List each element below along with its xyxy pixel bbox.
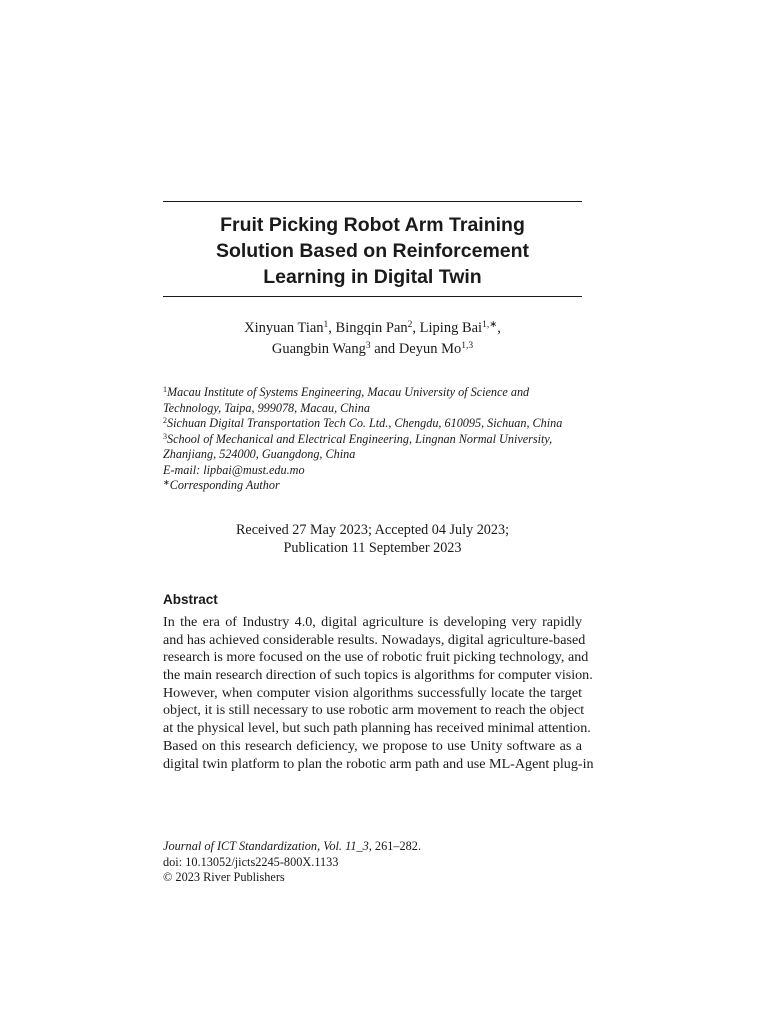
author-name: Xinyuan Tian [244,320,324,336]
author-line [163,318,582,339]
affiliation-text: School of Mechanical and Electrical Engineering, Lingnan Normal University, [167,431,553,446]
affiliation-text: Zhanjiang, 524000, Guangdong, China [163,447,356,461]
dates-line: Publication 11 September 2023 [283,539,462,556]
author-name: Bingqin Pan [335,320,408,336]
affiliation-text: Sichuan Digital Transportation Tech Co. Ltd., Chengdu, 610095, Sichuan, China [167,416,563,430]
affiliation-mark: 2 [163,416,167,425]
abstract-line: digital twin platform to plan the robotic arm path and use ML-Agent plug-in [163,755,594,772]
abstract-line: However, when computer vision algorithms successfully locate the target [163,684,582,701]
author-line [163,339,582,360]
doi: doi: 10.13052/jicts2245-800X.1133 [163,854,339,869]
affiliation-line [163,385,593,401]
author-name: Liping Bai [419,320,483,336]
paper-title [163,212,582,290]
corresponding-mark: ∗ [163,478,170,487]
title-rule-top [163,201,582,202]
author-affil-mark: 1 [323,320,329,330]
journal-name: Journal of ICT Standardization, Vol. 11_3, [163,839,372,853]
affiliation-mark: 1 [163,385,167,394]
title-line: Solution Based on Reinforcement [215,240,530,262]
abstract-text [163,614,594,773]
author-affil-mark: 2 [407,320,413,330]
title-rule-bottom [163,296,582,297]
page-range: 261–282. [371,839,422,853]
author-separator: , [412,320,420,336]
author-name: Deyun Mo [398,341,462,357]
author-affil-mark: 1,∗ [482,320,498,330]
affiliations [163,385,593,494]
abstract-line: research is more focused on the use of robotic fruit picking technology, and [163,649,589,666]
copyright: © 2023 River Publishers [163,870,285,885]
email-line: E-mail: lipbai@must.edu.mo [163,462,305,477]
affiliation-line [163,432,593,448]
affiliation-line [163,416,593,432]
journal-citation [163,839,582,855]
author-affil-mark: 3 [365,341,371,351]
abstract-line: object, it is still necessary to use robotic arm movement to reach the object [163,702,585,719]
author-list [163,318,582,360]
affiliation-line [163,401,593,417]
affiliation-text: Technology, Taipa, 999078, Macau, China [163,400,370,415]
author-name: Guangbin Wang [271,341,366,357]
dates-line: Received 27 May 2023; Accepted 04 July 2023; [235,522,510,538]
author-separator: , [328,320,336,336]
affiliation-mark: 3 [163,431,167,441]
corresponding-author-line [163,478,593,494]
affiliation-line [163,447,593,463]
publication-footer [163,839,582,886]
abstract-line: In the era of Industry 4.0, digital agriculture is developing very rapidly [163,614,582,630]
title-line: Fruit Picking Robot Arm Training [220,214,525,236]
author-separator: and [370,341,399,357]
affiliation-text: Macau Institute of Systems Engineering, Macau University of Science and [167,385,530,399]
abstract-line: Based on this research deficiency, we propose to use Unity software as a [163,737,582,754]
title-line: Learning in Digital Twin [263,266,482,288]
abstract-heading: Abstract [163,592,218,607]
publication-dates [163,522,582,557]
abstract-line: the main research direction of such topics is algorithms for computer vision. [163,667,593,684]
abstract-line: at the physical level, but such path planning has received minimal attention. [163,720,591,737]
author-affil-mark: 1,3 [461,341,474,351]
author-separator: , [497,320,501,336]
abstract-line: and has achieved considerable results. Nowadays, digital agriculture-based [163,631,586,648]
corresponding-text: Corresponding Author [169,478,280,492]
